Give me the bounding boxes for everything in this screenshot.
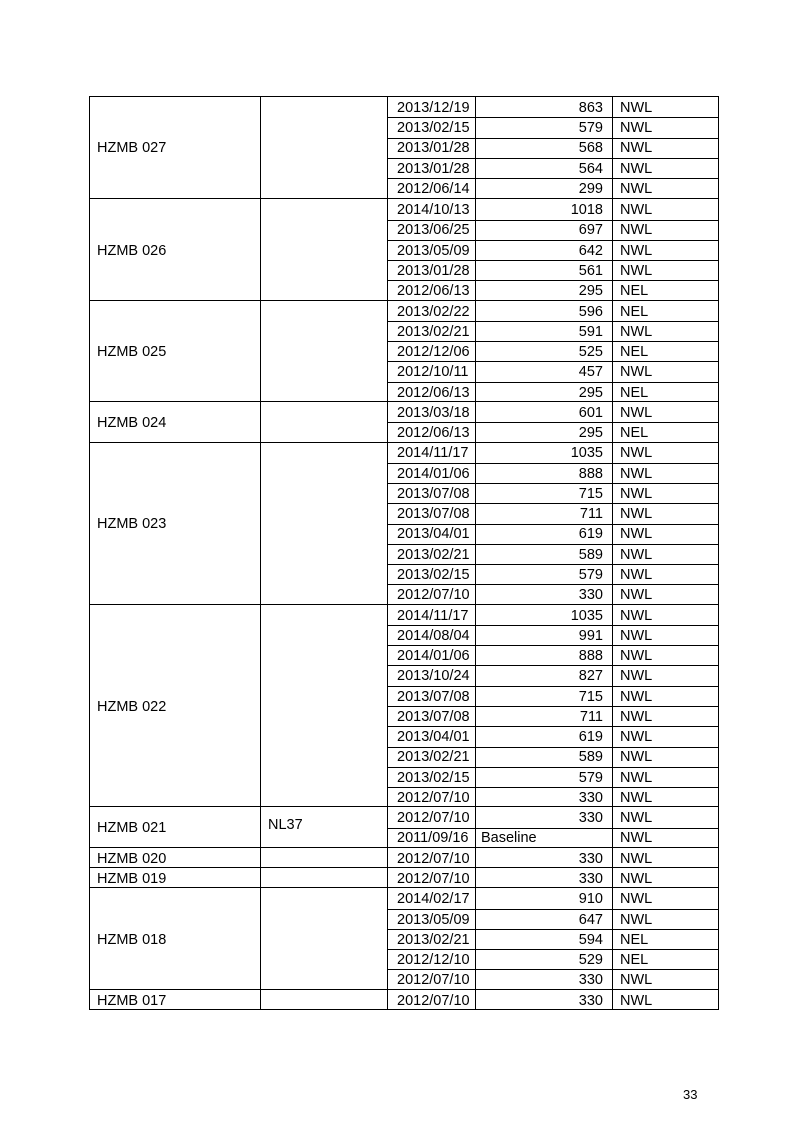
status-code: NWL bbox=[620, 445, 653, 462]
row-divider bbox=[387, 625, 718, 626]
days-value: 457 bbox=[578, 364, 603, 381]
sample-date: 2012/07/10 bbox=[397, 850, 470, 867]
sample-date: 2012/07/10 bbox=[397, 871, 470, 887]
days-value: 330 bbox=[578, 810, 603, 827]
row-divider bbox=[387, 665, 718, 666]
table-group bbox=[90, 97, 718, 198]
status-code: NWL bbox=[620, 648, 653, 665]
status-code: NWL bbox=[620, 465, 653, 482]
sample-date: 2012/07/10 bbox=[397, 972, 470, 989]
sample-date: 2013/02/22 bbox=[397, 303, 470, 320]
table-row bbox=[90, 605, 718, 625]
status-code: NWL bbox=[620, 323, 653, 340]
days-value: 589 bbox=[578, 749, 603, 766]
row-divider bbox=[387, 220, 718, 221]
sample-date: 2013/04/01 bbox=[397, 526, 470, 543]
sample-date: 2013/01/28 bbox=[397, 263, 470, 279]
table-row bbox=[90, 544, 718, 564]
status-code: NWL bbox=[620, 992, 653, 1009]
table-row bbox=[90, 117, 718, 137]
sample-date: 2013/01/28 bbox=[397, 140, 470, 157]
sample-date: 2013/05/09 bbox=[397, 911, 470, 928]
reference-code: NL37 bbox=[268, 817, 303, 834]
days-value: 330 bbox=[578, 972, 603, 989]
days-value: 991 bbox=[578, 627, 603, 644]
status-code: NWL bbox=[620, 120, 653, 137]
sample-date: 2012/07/10 bbox=[397, 992, 470, 1009]
table-row bbox=[90, 848, 718, 868]
days-value: Baseline bbox=[481, 830, 537, 847]
table-row bbox=[90, 767, 718, 787]
days-value: 715 bbox=[578, 485, 603, 502]
days-value: 330 bbox=[578, 871, 603, 887]
row-divider bbox=[387, 361, 718, 362]
table-group bbox=[90, 604, 718, 807]
row-divider bbox=[387, 240, 718, 241]
sample-date: 2013/02/21 bbox=[397, 546, 470, 563]
days-value: 579 bbox=[578, 567, 603, 583]
table-group bbox=[90, 847, 718, 867]
table-row bbox=[90, 524, 718, 544]
row-divider bbox=[387, 828, 718, 829]
sample-date: 2012/06/13 bbox=[397, 425, 470, 442]
sample-date: 2014/01/06 bbox=[397, 465, 470, 482]
table-row bbox=[90, 787, 718, 807]
days-value: 330 bbox=[578, 992, 603, 1009]
days-value: 564 bbox=[578, 160, 603, 177]
status-code: NWL bbox=[620, 810, 653, 827]
status-code: NWL bbox=[620, 404, 653, 421]
status-code: NWL bbox=[620, 871, 653, 887]
status-code: NWL bbox=[620, 850, 653, 867]
table-row bbox=[90, 199, 718, 219]
table-row bbox=[90, 361, 718, 381]
status-code: NWL bbox=[620, 607, 653, 624]
table-row bbox=[90, 280, 718, 300]
status-code: NWL bbox=[620, 222, 653, 239]
sample-date: 2013/07/08 bbox=[397, 485, 470, 502]
days-value: 1035 bbox=[570, 445, 603, 462]
table-group bbox=[90, 806, 718, 847]
row-divider bbox=[387, 645, 718, 646]
days-value: 568 bbox=[578, 140, 603, 157]
status-code: NWL bbox=[620, 546, 653, 563]
status-code: NWL bbox=[620, 160, 653, 177]
table-row bbox=[90, 564, 718, 584]
row-divider bbox=[387, 909, 718, 910]
table-row bbox=[90, 747, 718, 767]
results-table bbox=[89, 96, 719, 1010]
row-divider bbox=[387, 260, 718, 261]
row-divider bbox=[387, 178, 718, 179]
days-value: 715 bbox=[578, 688, 603, 705]
sample-date: 2014/08/04 bbox=[397, 627, 470, 644]
days-value: 529 bbox=[578, 952, 603, 969]
page-number: 33 bbox=[683, 1087, 698, 1102]
row-divider bbox=[387, 686, 718, 687]
sample-date: 2013/07/08 bbox=[397, 708, 470, 725]
days-value: 711 bbox=[579, 708, 603, 725]
table-group bbox=[90, 887, 718, 988]
status-code: NEL bbox=[620, 283, 649, 300]
days-value: 1018 bbox=[570, 202, 603, 219]
row-divider bbox=[387, 747, 718, 748]
days-value: 863 bbox=[578, 99, 603, 116]
table-row bbox=[90, 422, 718, 442]
row-divider bbox=[387, 463, 718, 464]
days-value: 330 bbox=[578, 587, 603, 604]
row-divider bbox=[387, 929, 718, 930]
status-code: NWL bbox=[620, 263, 653, 279]
sample-date: 2012/06/13 bbox=[397, 283, 470, 300]
status-code: NEL bbox=[620, 952, 649, 969]
days-value: 295 bbox=[578, 384, 603, 401]
specimen-name: HZMB 022 bbox=[97, 698, 167, 715]
sample-date: 2013/07/08 bbox=[397, 688, 470, 705]
status-code: NWL bbox=[620, 202, 653, 219]
status-code: NWL bbox=[620, 911, 653, 928]
table-row bbox=[90, 240, 718, 260]
sample-date: 2013/10/24 bbox=[397, 668, 470, 685]
sample-date: 2012/06/14 bbox=[397, 180, 470, 197]
sample-date: 2012/07/10 bbox=[397, 810, 470, 827]
sample-date: 2014/11/17 bbox=[397, 607, 469, 624]
sample-date: 2012/07/10 bbox=[397, 789, 470, 806]
days-value: 888 bbox=[578, 648, 603, 665]
table-group bbox=[90, 989, 718, 1009]
days-value: 1035 bbox=[570, 607, 603, 624]
table-row bbox=[90, 929, 718, 949]
table-row bbox=[90, 686, 718, 706]
table-row bbox=[90, 645, 718, 665]
status-code: NWL bbox=[620, 830, 653, 847]
sample-date: 2013/02/15 bbox=[397, 769, 470, 786]
sample-date: 2013/06/25 bbox=[397, 222, 470, 239]
status-code: NWL bbox=[620, 688, 653, 705]
status-code: NWL bbox=[620, 769, 653, 786]
row-divider bbox=[387, 564, 718, 565]
sample-date: 2012/12/10 bbox=[397, 952, 470, 969]
sample-date: 2011/09/16 bbox=[397, 830, 469, 847]
table-row bbox=[90, 158, 718, 178]
row-divider bbox=[387, 544, 718, 545]
sample-date: 2013/05/09 bbox=[397, 242, 470, 259]
row-divider bbox=[387, 483, 718, 484]
days-value: 888 bbox=[578, 465, 603, 482]
days-value: 697 bbox=[578, 222, 603, 239]
sample-date: 2013/02/21 bbox=[397, 323, 470, 340]
specimen-name: HZMB 027 bbox=[97, 140, 167, 157]
days-value: 299 bbox=[578, 180, 603, 197]
status-code: NWL bbox=[620, 526, 653, 543]
specimen-name: HZMB 024 bbox=[97, 415, 167, 432]
sample-date: 2013/02/15 bbox=[397, 120, 470, 137]
days-value: 647 bbox=[578, 911, 603, 928]
table-row bbox=[90, 503, 718, 523]
specimen-name: HZMB 025 bbox=[97, 344, 167, 361]
sample-date: 2014/01/06 bbox=[397, 648, 470, 665]
status-code: NWL bbox=[620, 891, 653, 908]
table-row bbox=[90, 382, 718, 402]
table-group bbox=[90, 867, 718, 887]
table-group bbox=[90, 401, 718, 442]
days-value: 579 bbox=[578, 769, 603, 786]
status-code: NWL bbox=[620, 789, 653, 806]
row-divider bbox=[387, 503, 718, 504]
status-code: NWL bbox=[620, 668, 653, 685]
status-code: NEL bbox=[620, 344, 649, 361]
specimen-name: HZMB 023 bbox=[97, 516, 167, 533]
table-row bbox=[90, 949, 718, 969]
days-value: 642 bbox=[578, 242, 603, 259]
status-code: NEL bbox=[620, 384, 649, 401]
row-divider bbox=[387, 382, 718, 383]
status-code: NEL bbox=[620, 931, 649, 948]
days-value: 594 bbox=[578, 931, 603, 948]
row-divider bbox=[387, 969, 718, 970]
specimen-name: HZMB 020 bbox=[97, 850, 167, 867]
row-divider bbox=[387, 422, 718, 423]
days-value: 827 bbox=[578, 668, 603, 685]
table-row bbox=[90, 909, 718, 929]
table-row bbox=[90, 97, 718, 117]
days-value: 561 bbox=[578, 263, 603, 279]
days-value: 711 bbox=[579, 506, 603, 523]
days-value: 330 bbox=[578, 789, 603, 806]
status-code: NWL bbox=[620, 99, 653, 116]
status-code: NWL bbox=[620, 567, 653, 583]
table-group bbox=[90, 300, 718, 401]
days-value: 591 bbox=[578, 323, 603, 340]
status-code: NWL bbox=[620, 364, 653, 381]
sample-date: 2014/11/17 bbox=[397, 445, 469, 462]
days-value: 295 bbox=[578, 425, 603, 442]
status-code: NEL bbox=[620, 303, 649, 320]
row-divider bbox=[387, 321, 718, 322]
status-code: NWL bbox=[620, 140, 653, 157]
table-row bbox=[90, 990, 718, 1010]
table-row bbox=[90, 138, 718, 158]
table-row bbox=[90, 868, 718, 888]
row-divider bbox=[387, 280, 718, 281]
days-value: 910 bbox=[578, 891, 603, 908]
table-row bbox=[90, 321, 718, 341]
table-row bbox=[90, 402, 718, 422]
days-value: 601 bbox=[578, 404, 603, 421]
days-value: 525 bbox=[578, 344, 603, 361]
table-row bbox=[90, 807, 718, 827]
sample-date: 2013/02/21 bbox=[397, 931, 470, 948]
days-value: 330 bbox=[578, 850, 603, 867]
status-code: NWL bbox=[620, 749, 653, 766]
table-row bbox=[90, 828, 718, 848]
sample-date: 2013/03/18 bbox=[397, 404, 470, 421]
sample-date: 2013/02/21 bbox=[397, 749, 470, 766]
row-divider bbox=[387, 341, 718, 342]
sample-date: 2012/12/06 bbox=[397, 344, 470, 361]
table-row bbox=[90, 301, 718, 321]
days-value: 596 bbox=[578, 303, 603, 320]
table-row bbox=[90, 341, 718, 361]
specimen-name: HZMB 017 bbox=[97, 992, 167, 1009]
sample-date: 2013/01/28 bbox=[397, 160, 470, 177]
row-divider bbox=[387, 706, 718, 707]
sample-date: 2012/06/13 bbox=[397, 384, 470, 401]
table-row bbox=[90, 665, 718, 685]
sample-date: 2014/10/13 bbox=[397, 202, 470, 219]
status-code: NWL bbox=[620, 242, 653, 259]
row-divider bbox=[387, 767, 718, 768]
table-row bbox=[90, 706, 718, 726]
days-value: 619 bbox=[578, 729, 603, 746]
status-code: NWL bbox=[620, 506, 653, 523]
table-group bbox=[90, 442, 718, 604]
days-value: 619 bbox=[578, 526, 603, 543]
sample-date: 2012/07/10 bbox=[397, 587, 470, 604]
status-code: NWL bbox=[620, 587, 653, 604]
table-row bbox=[90, 584, 718, 604]
row-divider bbox=[387, 138, 718, 139]
row-divider bbox=[387, 117, 718, 118]
status-code: NWL bbox=[620, 708, 653, 725]
status-code: NEL bbox=[620, 425, 649, 442]
row-divider bbox=[387, 726, 718, 727]
specimen-name: HZMB 019 bbox=[97, 871, 167, 887]
sample-date: 2013/02/15 bbox=[397, 567, 470, 583]
row-divider bbox=[387, 158, 718, 159]
sample-date: 2013/04/01 bbox=[397, 729, 470, 746]
table-row bbox=[90, 969, 718, 989]
specimen-name: HZMB 018 bbox=[97, 931, 167, 948]
table-row bbox=[90, 443, 718, 463]
table-row bbox=[90, 260, 718, 280]
table-group bbox=[90, 198, 718, 299]
status-code: NWL bbox=[620, 972, 653, 989]
sample-date: 2013/12/19 bbox=[397, 99, 470, 116]
row-divider bbox=[387, 524, 718, 525]
sample-date: 2013/07/08 bbox=[397, 506, 470, 523]
status-code: NWL bbox=[620, 627, 653, 644]
row-divider bbox=[387, 787, 718, 788]
days-value: 589 bbox=[578, 546, 603, 563]
row-divider bbox=[387, 949, 718, 950]
table-row bbox=[90, 178, 718, 198]
table-row bbox=[90, 625, 718, 645]
row-divider bbox=[387, 584, 718, 585]
table-row bbox=[90, 726, 718, 746]
table-row bbox=[90, 888, 718, 908]
specimen-name: HZMB 026 bbox=[97, 242, 167, 259]
days-value: 295 bbox=[578, 283, 603, 300]
table-row bbox=[90, 220, 718, 240]
days-value: 579 bbox=[578, 120, 603, 137]
table-row bbox=[90, 483, 718, 503]
status-code: NWL bbox=[620, 485, 653, 502]
status-code: NWL bbox=[620, 729, 653, 746]
sample-date: 2014/02/17 bbox=[397, 891, 470, 908]
specimen-name: HZMB 021 bbox=[97, 820, 167, 837]
sample-date: 2012/10/11 bbox=[397, 364, 469, 381]
table-row bbox=[90, 463, 718, 483]
status-code: NWL bbox=[620, 180, 653, 197]
